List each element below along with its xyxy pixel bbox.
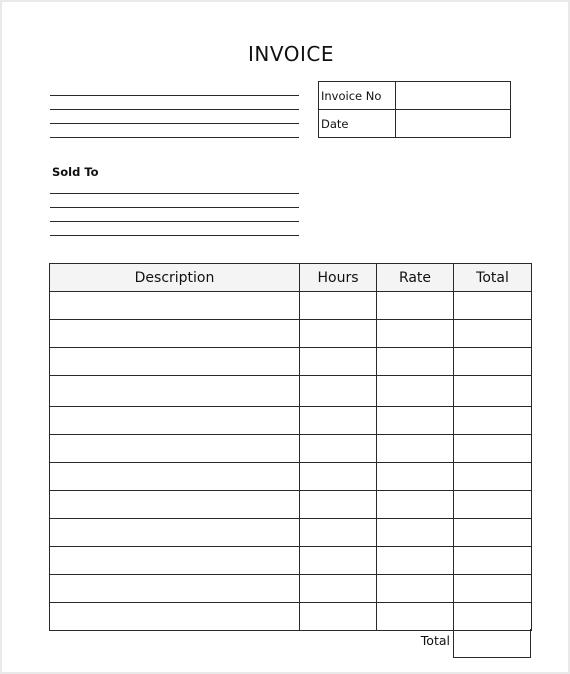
table-row	[50, 348, 532, 376]
hours-cell[interactable]	[300, 348, 377, 376]
table-row	[50, 463, 532, 491]
hours-cell[interactable]	[300, 407, 377, 435]
rate-cell[interactable]	[377, 320, 454, 348]
invoice-title: INVOICE	[248, 42, 334, 66]
sold-to-line-4[interactable]	[50, 235, 299, 236]
table-row	[50, 435, 532, 463]
table-header-row	[50, 264, 532, 292]
sold-to-label: Sold To	[52, 165, 99, 179]
table-row	[50, 603, 532, 631]
hours-cell[interactable]	[300, 491, 377, 519]
table-row	[50, 491, 532, 519]
invoice-no-label: Invoice No	[321, 88, 382, 103]
total-cell[interactable]	[454, 435, 532, 463]
description-cell[interactable]	[50, 575, 300, 603]
hours-cell[interactable]	[300, 292, 377, 320]
hours-cell[interactable]	[300, 376, 377, 407]
sold-to-line-2[interactable]	[50, 207, 299, 208]
total-cell[interactable]	[454, 575, 532, 603]
description-header: Description	[50, 264, 300, 292]
rate-cell[interactable]	[377, 407, 454, 435]
rate-cell[interactable]	[377, 603, 454, 631]
total-cell[interactable]	[454, 292, 532, 320]
date-field[interactable]	[395, 110, 510, 137]
date-row	[319, 110, 510, 137]
hours-cell[interactable]	[300, 320, 377, 348]
hours-cell[interactable]	[300, 575, 377, 603]
rate-header: Rate	[377, 264, 454, 292]
description-cell[interactable]	[50, 348, 300, 376]
total-cell[interactable]	[454, 603, 532, 631]
total-cell[interactable]	[454, 320, 532, 348]
invoice-no-row	[319, 82, 510, 110]
table-row	[50, 376, 532, 407]
total-cell[interactable]	[454, 348, 532, 376]
rate-cell[interactable]	[377, 348, 454, 376]
table-row	[50, 407, 532, 435]
hours-cell[interactable]	[300, 603, 377, 631]
description-cell[interactable]	[50, 463, 300, 491]
hours-cell[interactable]	[300, 435, 377, 463]
line-items-table	[49, 263, 532, 631]
total-cell[interactable]	[454, 547, 532, 575]
hours-header: Hours	[300, 264, 377, 292]
line-items-body	[50, 292, 532, 631]
description-cell[interactable]	[50, 435, 300, 463]
table-row	[50, 292, 532, 320]
rate-cell[interactable]	[377, 491, 454, 519]
rate-cell[interactable]	[377, 575, 454, 603]
rate-cell[interactable]	[377, 435, 454, 463]
description-cell[interactable]	[50, 491, 300, 519]
description-cell[interactable]	[50, 376, 300, 407]
grand-total-field[interactable]	[453, 629, 531, 658]
description-cell[interactable]	[50, 547, 300, 575]
description-cell[interactable]	[50, 519, 300, 547]
description-cell[interactable]	[50, 407, 300, 435]
from-address-line-2[interactable]	[50, 109, 299, 110]
rate-cell[interactable]	[377, 376, 454, 407]
table-row	[50, 547, 532, 575]
rate-cell[interactable]	[377, 292, 454, 320]
hours-cell[interactable]	[300, 463, 377, 491]
date-label: Date	[321, 116, 349, 131]
description-cell[interactable]	[50, 603, 300, 631]
rate-cell[interactable]	[377, 519, 454, 547]
table-row	[50, 575, 532, 603]
hours-cell[interactable]	[300, 519, 377, 547]
invoice-meta-box	[318, 81, 511, 138]
total-cell[interactable]	[454, 491, 532, 519]
total-cell[interactable]	[454, 519, 532, 547]
hours-cell[interactable]	[300, 547, 377, 575]
description-cell[interactable]	[50, 292, 300, 320]
rate-cell[interactable]	[377, 547, 454, 575]
total-cell[interactable]	[454, 407, 532, 435]
from-address-line-3[interactable]	[50, 123, 299, 124]
total-header: Total	[454, 264, 532, 292]
invoice-no-field[interactable]	[395, 82, 510, 109]
from-address-line-4[interactable]	[50, 137, 299, 138]
sold-to-line-1[interactable]	[50, 193, 299, 194]
table-row	[50, 320, 532, 348]
rate-cell[interactable]	[377, 463, 454, 491]
total-cell[interactable]	[454, 463, 532, 491]
description-cell[interactable]	[50, 320, 300, 348]
grand-total-label: Total	[420, 633, 450, 648]
table-row	[50, 519, 532, 547]
from-address-line-1[interactable]	[50, 95, 299, 96]
sold-to-line-3[interactable]	[50, 221, 299, 222]
total-cell[interactable]	[454, 376, 532, 407]
